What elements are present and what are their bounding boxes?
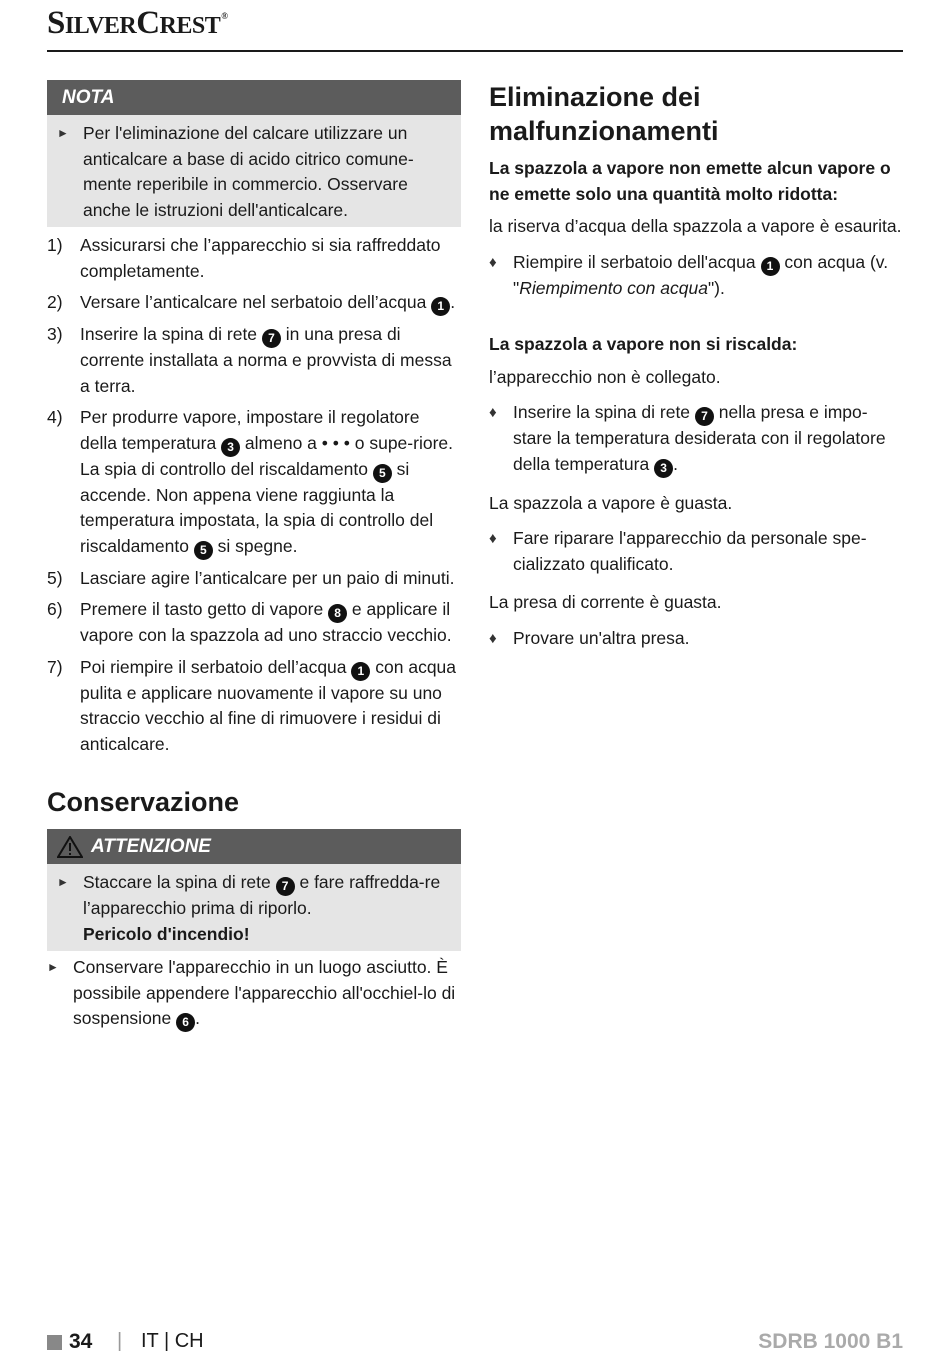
cause-text: la riserva d’acqua della spazzola a vapore è esaurita.	[489, 216, 902, 236]
cause-text: La presa di corrente è guasta.	[489, 592, 722, 612]
page-footer	[47, 1330, 903, 1356]
step-7: 7) Poi riempire il serbatoio dell’acqua 1 con acqua pulita e applicare nuovamente il vapore su uno straccio vecchio al fine di rimuovere i residui di anticalcare.	[47, 656, 457, 754]
part-number-badge: 3	[221, 438, 240, 457]
part-number-badge: 5	[373, 464, 392, 483]
part-number-badge: 1	[761, 257, 780, 276]
page-header	[47, 0, 903, 52]
part-number-badge: 1	[351, 662, 370, 681]
language-code: IT | CH	[141, 1330, 204, 1352]
nota-box	[47, 80, 461, 227]
page-number: 34	[69, 1330, 93, 1353]
diamond-icon: ♦	[489, 629, 497, 647]
remedy-item: ♦ Fare riparare l'apparecchio da personale spe-cializzato qualificato.	[489, 526, 903, 577]
nota-item: ► Per l'eliminazione del calcare utilizzare un anticalcare a base di acido citrico comune-mente reperibile in commercio. Osservare anche le istruzioni dell'anticalcare.	[57, 121, 447, 223]
attenzione-item: ► Staccare la spina di rete 7 e fare raffredda-re l’apparecchio prima di riporlo. Pericolo d'incendio!	[57, 870, 447, 947]
attenzione-header	[47, 829, 461, 864]
section-title-conservazione: Conservazione	[47, 787, 240, 817]
nota-title: NOTA	[47, 80, 461, 115]
step-6: 6) Premere il tasto getto di vapore 8 e applicare il vapore con la spazzola ad uno straccio vecchio.	[47, 599, 452, 645]
page-marker	[47, 1335, 62, 1350]
step-5: 5) Lasciare agire l’anticalcare per un paio di minuti.	[47, 567, 455, 588]
part-number-badge: 7	[695, 407, 714, 426]
arrow-icon: ►	[57, 875, 69, 889]
fire-hazard-text: Pericolo d'incendio!	[83, 923, 250, 944]
step-1: 1) Assicurarsi che l’apparecchio si sia raffreddato completamente.	[47, 235, 441, 281]
right-column	[489, 80, 903, 651]
model-number: SDRB 1000 B1	[758, 1330, 903, 1353]
descaling-steps	[47, 233, 461, 757]
left-column	[47, 80, 461, 1032]
part-number-badge: 3	[654, 459, 673, 478]
diamond-icon: ♦	[489, 404, 497, 421]
problem-no-heat: La spazzola a vapore non si riscalda:	[489, 334, 798, 354]
remedy-item: ♦ Inserire la spina di rete 7 nella presa e impo-stare la temperatura desiderata con il regolatore della temperatura 3 .	[489, 400, 903, 478]
diamond-icon: ♦	[489, 530, 497, 547]
step-2: 2) Versare l’anticalcare nel serbatoio dell’acqua 1 .	[47, 290, 461, 316]
silvercrest-logo: SILVERCREST®	[47, 5, 228, 41]
section-title-malfunzionamenti: Eliminazione dei malfunzionamenti	[489, 82, 719, 146]
part-number-badge: 7	[262, 329, 281, 348]
part-number-badge: 1	[431, 297, 450, 316]
attenzione-title: ATTENZIONE	[91, 835, 211, 857]
arrow-icon: ►	[57, 126, 69, 140]
part-number-badge: 7	[276, 877, 295, 896]
step-4: 4) Per produrre vapore, impostare il regolatore della temperatura 3 almeno a • • • o supe-riore. La spia di controllo del riscaldamento 5 si accende. Non appena viene raggiunta la temperatura impostata, la spia di controllo del riscaldamento 5 si spegne.	[47, 405, 461, 560]
cause-text: l’apparecchio non è collegato.	[489, 366, 721, 387]
part-number-badge: 8	[328, 604, 347, 623]
part-number-badge: 5	[194, 541, 213, 560]
attenzione-box	[47, 829, 461, 951]
warning-icon	[57, 836, 83, 858]
cause-text: La spazzola a vapore è guasta.	[489, 492, 733, 513]
arrow-icon: ►	[47, 960, 59, 974]
footer-separator: |	[117, 1330, 123, 1352]
conservazione-item: ► Conservare l'apparecchio in un luogo asciutto. È possibile appendere l'apparecchio all'occhiel-lo di sospensione 6 .	[47, 955, 461, 1032]
remedy-item: ♦ Riempire il serbatoio dell'acqua 1 con acqua (v. "Riempimento con acqua").	[489, 250, 903, 302]
remedy-item: ♦ Provare un'altra presa.	[489, 626, 903, 652]
part-number-badge: 6	[176, 1013, 195, 1032]
diamond-icon: ♦	[489, 253, 497, 271]
step-3: 3) Inserire la spina di rete 7 in una presa di corrente installata a norma e provvista di messa a terra.	[47, 324, 452, 396]
problem-no-steam: La spazzola a vapore non emette alcun vapore o ne emette solo una quantità molto ridotta:	[489, 158, 891, 204]
